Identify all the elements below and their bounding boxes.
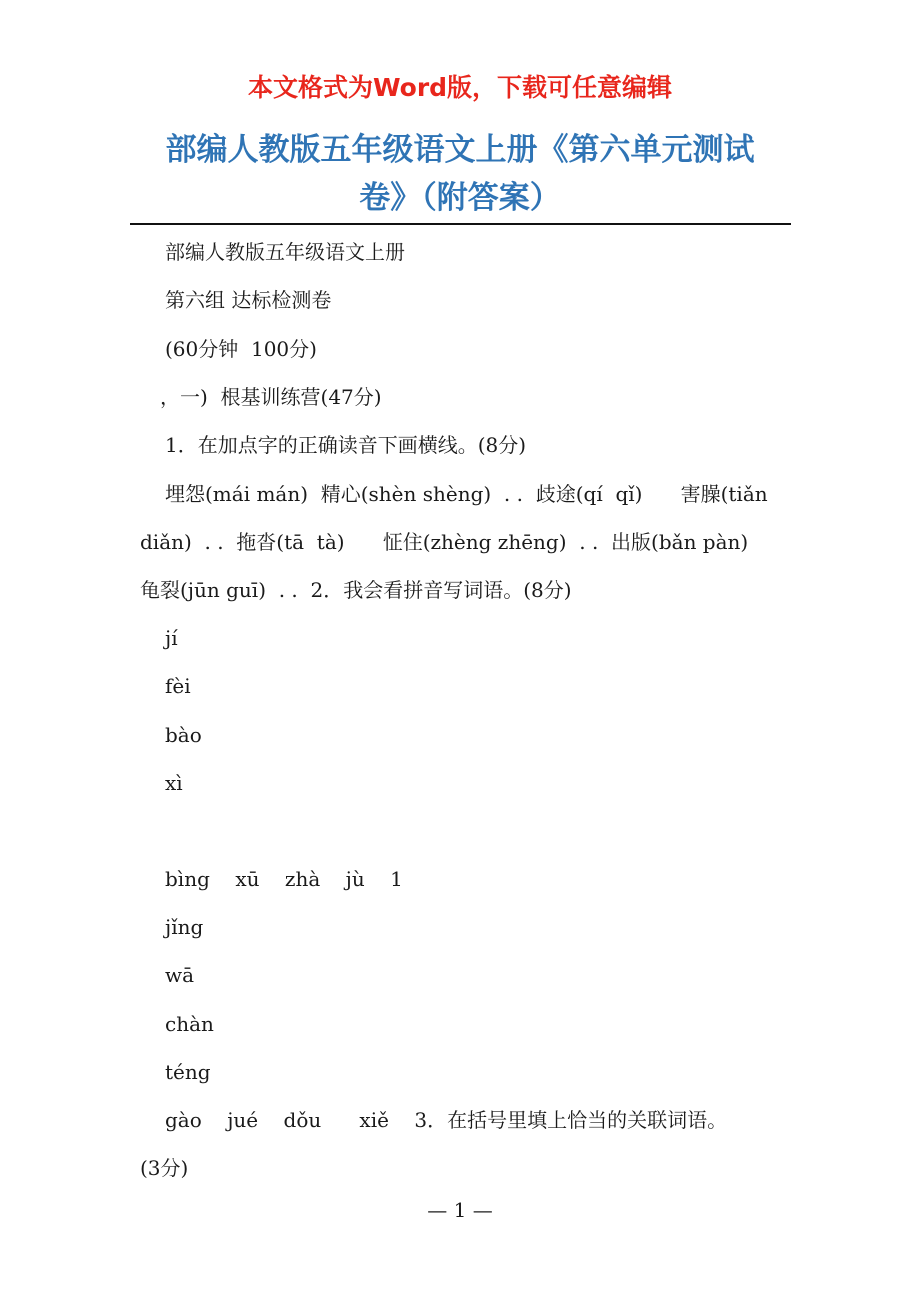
document-title-line1: 部编人教版五年级语文上册《第六单元测试 bbox=[165, 132, 755, 168]
text-line: (60分钟 100分) bbox=[165, 337, 317, 361]
pinyin: jǐng bbox=[165, 915, 204, 939]
pinyin: chàn bbox=[165, 1012, 214, 1036]
download-banner: 本文格式为Word版，下载可任意编辑 bbox=[247, 73, 673, 102]
pinyin: bào bbox=[165, 723, 202, 747]
question-3: gào jué dǒu xiě 3．在括号里填上恰当的关联词语。 bbox=[165, 1108, 728, 1132]
section-heading: ，一) 根基训练营(47分) bbox=[160, 385, 382, 409]
pinyin: bìng xū zhà jù 1 bbox=[165, 867, 403, 891]
question-2: 龟裂(jūn guī) . . 2．我会看拼音写词语。(8分) bbox=[140, 578, 572, 602]
text-line: 部编人教版五年级语文上册 bbox=[165, 240, 405, 264]
question-1: 1．在加点字的正确读音下画横线。(8分) bbox=[165, 433, 527, 457]
text-line: (3分) bbox=[140, 1156, 189, 1180]
text-line: 第六组 达标检测卷 bbox=[165, 288, 332, 312]
pinyin: téng bbox=[165, 1060, 211, 1084]
text-line: diǎn) . . 拖沓(tā tà) 怔住(zhèng zhēng) . . 出版(bǎn pàn) bbox=[140, 530, 749, 554]
text-line: 埋怨(mái mán) 精心(shèn shèng) . . 歧途(qí qǐ) 害臊(tiǎn bbox=[165, 482, 768, 506]
pinyin: wā bbox=[165, 963, 195, 987]
document-title-line2: 卷》（附答案） bbox=[359, 180, 561, 216]
pinyin: fèi bbox=[165, 674, 191, 698]
pinyin: xì bbox=[165, 771, 183, 795]
pinyin: jí bbox=[165, 626, 178, 650]
title-divider bbox=[130, 223, 791, 225]
page-number: — 1 — bbox=[427, 1198, 493, 1222]
